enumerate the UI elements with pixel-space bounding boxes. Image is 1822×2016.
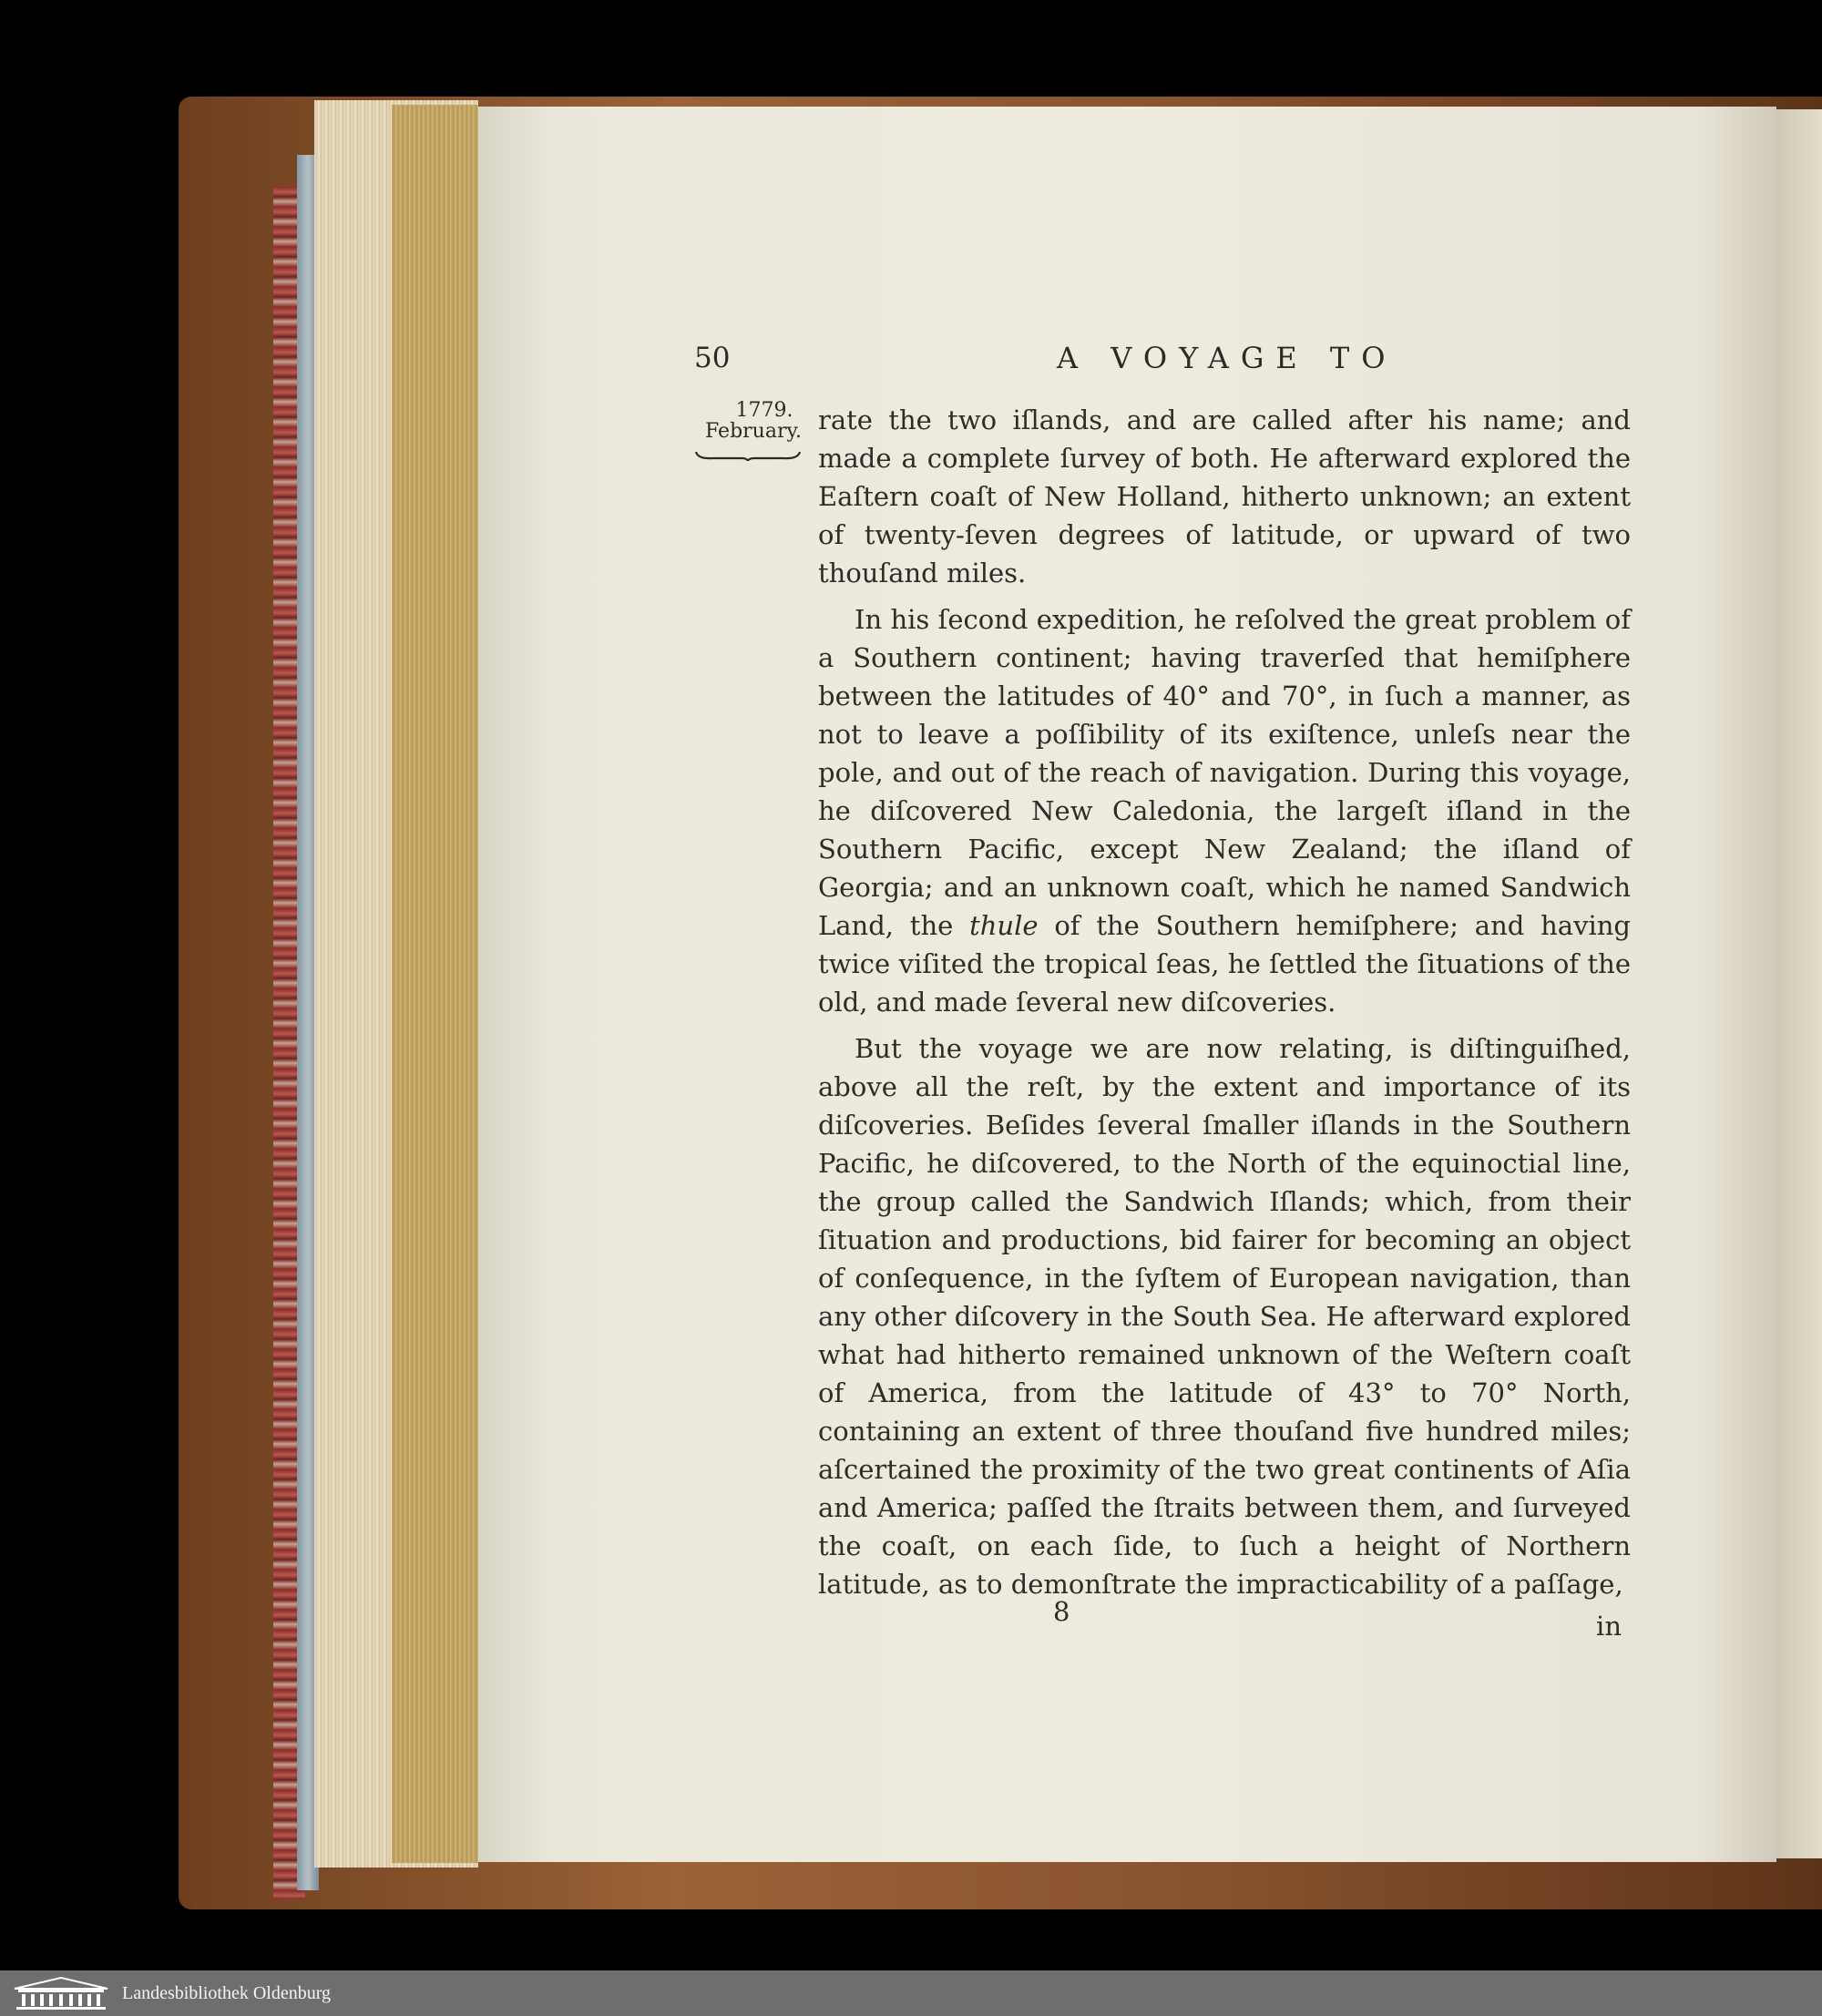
paragraph: But the voyage we are now relating, is diſtinguiſhed, above all the reſt, by the extent and importance of its diſcoveries. Beſides ſeveral ſmaller iſlands in the Southern Pacific, he diſcovered, to the North of the equinoctial line, the group called the Sandwich Iſlands; which, from their ſituation and productions, bid fairer for becoming an object of conſequence, in the ſyſtem of European navigation, than any other diſcovery in the South Sea. He afterward explored what had hitherto remained unknown of the Weſtern coaſt of America, from the latitude of 43° to 70° North, containing an extent of three thouſand five hundred miles; aſcertained the proximity of the two great continents of Aſia and America; paſſed the ſtraits between them, and ſurveyed the coaſt, on each ſide, to ſuch a height of Northern latitude, as to demonſtrate the impracticability of a paſſage, [818,1033,1631,1600]
catchword: in [1596,1611,1622,1642]
library-footer-bar [0,1970,1822,2016]
page-edges-gilt [392,105,478,1863]
margin-note [694,401,813,461]
paragraph: rate the two iſlands, and are called after his name; and made a complete ſurvey of both. He afterward explored the Eaſtern coaſt of New Holland, hitherto unknown; an extent of twenty-ſeven degrees of latitude, or upward of two thouſand miles. [818,404,1631,588]
body-text [818,401,1631,1612]
paragraph-text: In his ſecond expedition, he reſolved the great problem of a Southern continent; having traverſed that hemiſphere between the latitudes of 40° and 70°, in ſuch a manner, as not to leave a poſſibility of its exiſtence, unleſs near the pole, and out of the reach of navigation. During this voyage, he diſcovered New Caledonia, the largeſt iſland in the Southern Pacific, except New Zealand; the iſland of Georgia; and an unknown coaſt, which he named Sandwich Land, the [818,604,1631,941]
library-name: Landesbibliothek Oldenburg [122,1983,332,2003]
running-title: A VOYAGE TO [1057,341,1397,375]
italic-word: thule [969,910,1039,941]
paragraph-text: of the Southern hemiſphere; and having twice viſited the tropical ſeas, he ſettled the ſituations of the old, and made ſeveral new diſcoveries. [818,910,1631,1018]
brace-icon [694,450,802,461]
signature-mark: 8 [1053,1596,1070,1627]
page-number: 50 [694,342,731,374]
facing-page-edge [1775,109,1822,1858]
library-building-icon [11,1976,111,2011]
margin-year: 1779. [735,399,793,422]
paragraph [818,600,1631,1021]
page-footer-line [818,1596,1631,1642]
margin-month: February. [705,420,802,443]
